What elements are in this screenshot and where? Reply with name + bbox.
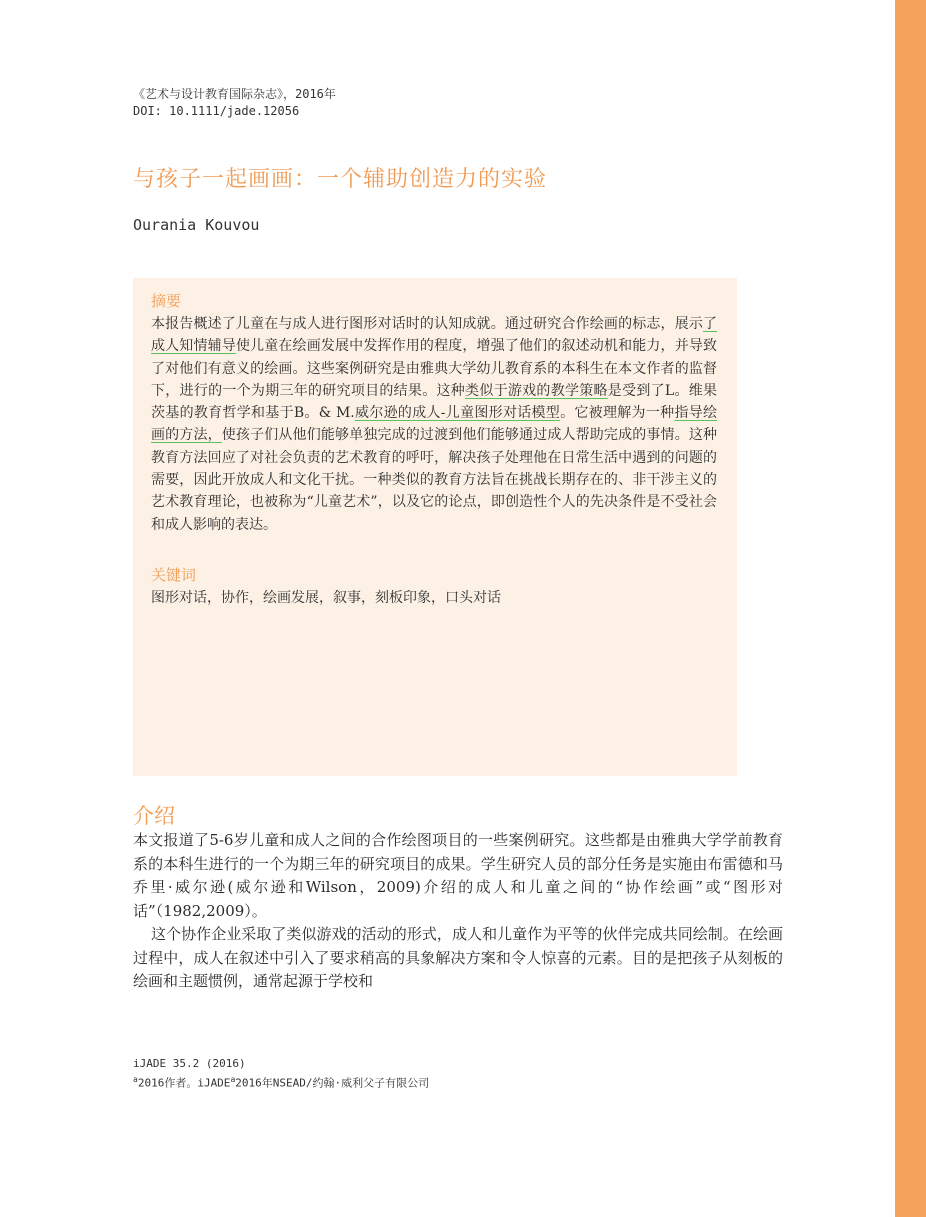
intro-paragraph: 这个协作企业采取了类似游戏的活动的形式，成人和儿童作为平等的伙伴完成共同绘制。在绘画过程中，成人在叙述中引入了要求稍高的具象解决方案和令人惊喜的元素。目的是把孩子从刻板的绘画和主题惯例，通常起源于学校和 bbox=[133, 925, 783, 990]
side-color-bar bbox=[895, 0, 926, 1217]
keywords-list: 图形对话，协作，绘画发展，叙事，刻板印象，口头对话 bbox=[151, 590, 501, 606]
abstract-underlined-segment: 类似于游戏的教学策略 bbox=[465, 382, 608, 399]
journal-citation: 《艺术与设计教育国际杂志》，2016年 bbox=[133, 87, 336, 101]
abstract-segment: 。它被理解为一种 bbox=[560, 405, 675, 422]
intro-paragraph: 本文报道了5-6岁儿童和成人之间的合作绘图项目的一些案例研究。这些都是由雅典大学学前教育系的本科生进行的一个为期三年的研究项目的成果。学生研究人员的部分任务是实施由布雷德和马乔里·威尔逊(威尔逊和Wilson，2009)介绍的成人和儿童之间的“协作绘画”或“图形对话”（1982,2009）。 bbox=[133, 831, 783, 920]
footer-copyright bbox=[133, 1072, 429, 1092]
copyright-text-1: 2016作者。iJADE bbox=[137, 1076, 231, 1090]
abstract-segment: 是受到了L。维果茨基的教育哲学和基于B。& M. bbox=[151, 382, 718, 422]
abstract-underlined-segment: 威尔逊的成人-儿童图形对话模型 bbox=[354, 405, 561, 422]
abstract-segment: 本报告概述了儿童在与成人进行图形对话时的认知成就。通过研究合作绘画的标志，展示 bbox=[151, 316, 703, 332]
abstract-underlined-segment: 了成人知情辅导 bbox=[151, 316, 717, 355]
author-name: Ourania Kouvou bbox=[133, 216, 260, 234]
intro-heading: 介绍 bbox=[133, 804, 175, 828]
article-title: 与孩子一起画画：一个辅助创造力的实验 bbox=[133, 167, 548, 192]
abstract-box bbox=[133, 278, 737, 776]
keywords-heading: 关键词 bbox=[151, 566, 197, 584]
abstract-underlined-segment: 指导绘画的方法， bbox=[151, 405, 717, 444]
abstract-segment: 使儿童在绘画发展中发挥作用的程度，增强了他们的叙述动机和能力，并导致了对他们有意义的绘画。这些案例研究是由雅典大学幼儿教育系的本科生在本文作者的监督下，进行的一个为期三年的研究项目的结果。这种 bbox=[151, 338, 718, 399]
journal-header bbox=[133, 86, 336, 120]
copyright-text-2: 2016年NSEAD/约翰·威利父子有限公司 bbox=[235, 1076, 430, 1090]
footer-volume: iJADE 35.2 (2016) bbox=[133, 1057, 246, 1070]
abstract-segment: 使孩子们从他们能够单独完成的过渡到他们能够通过成人帮助完成的事情。这种教育方法回应了对社会负责的艺术教育的呼吁，解决孩子处理他在日常生活中遇到的问题的需要，因此开放成人和文化干扰。一种类似的教育方法旨在挑战长期存在的、非干涉主义的艺术教育理论，也被称为“儿童艺术”，以及它的论点，即创造性个人的先决条件是不受社会和成人影响的表达。 bbox=[151, 427, 718, 533]
abstract-heading: 摘要 bbox=[151, 292, 182, 310]
intro-body bbox=[133, 829, 783, 994]
abstract-body bbox=[151, 313, 717, 536]
doi[interactable]: DOI: 10.1111/jade.12056 bbox=[133, 104, 300, 118]
copyright-mark: a bbox=[230, 1075, 236, 1084]
page-footer bbox=[133, 1056, 429, 1092]
copyright-mark: a bbox=[133, 1075, 138, 1084]
